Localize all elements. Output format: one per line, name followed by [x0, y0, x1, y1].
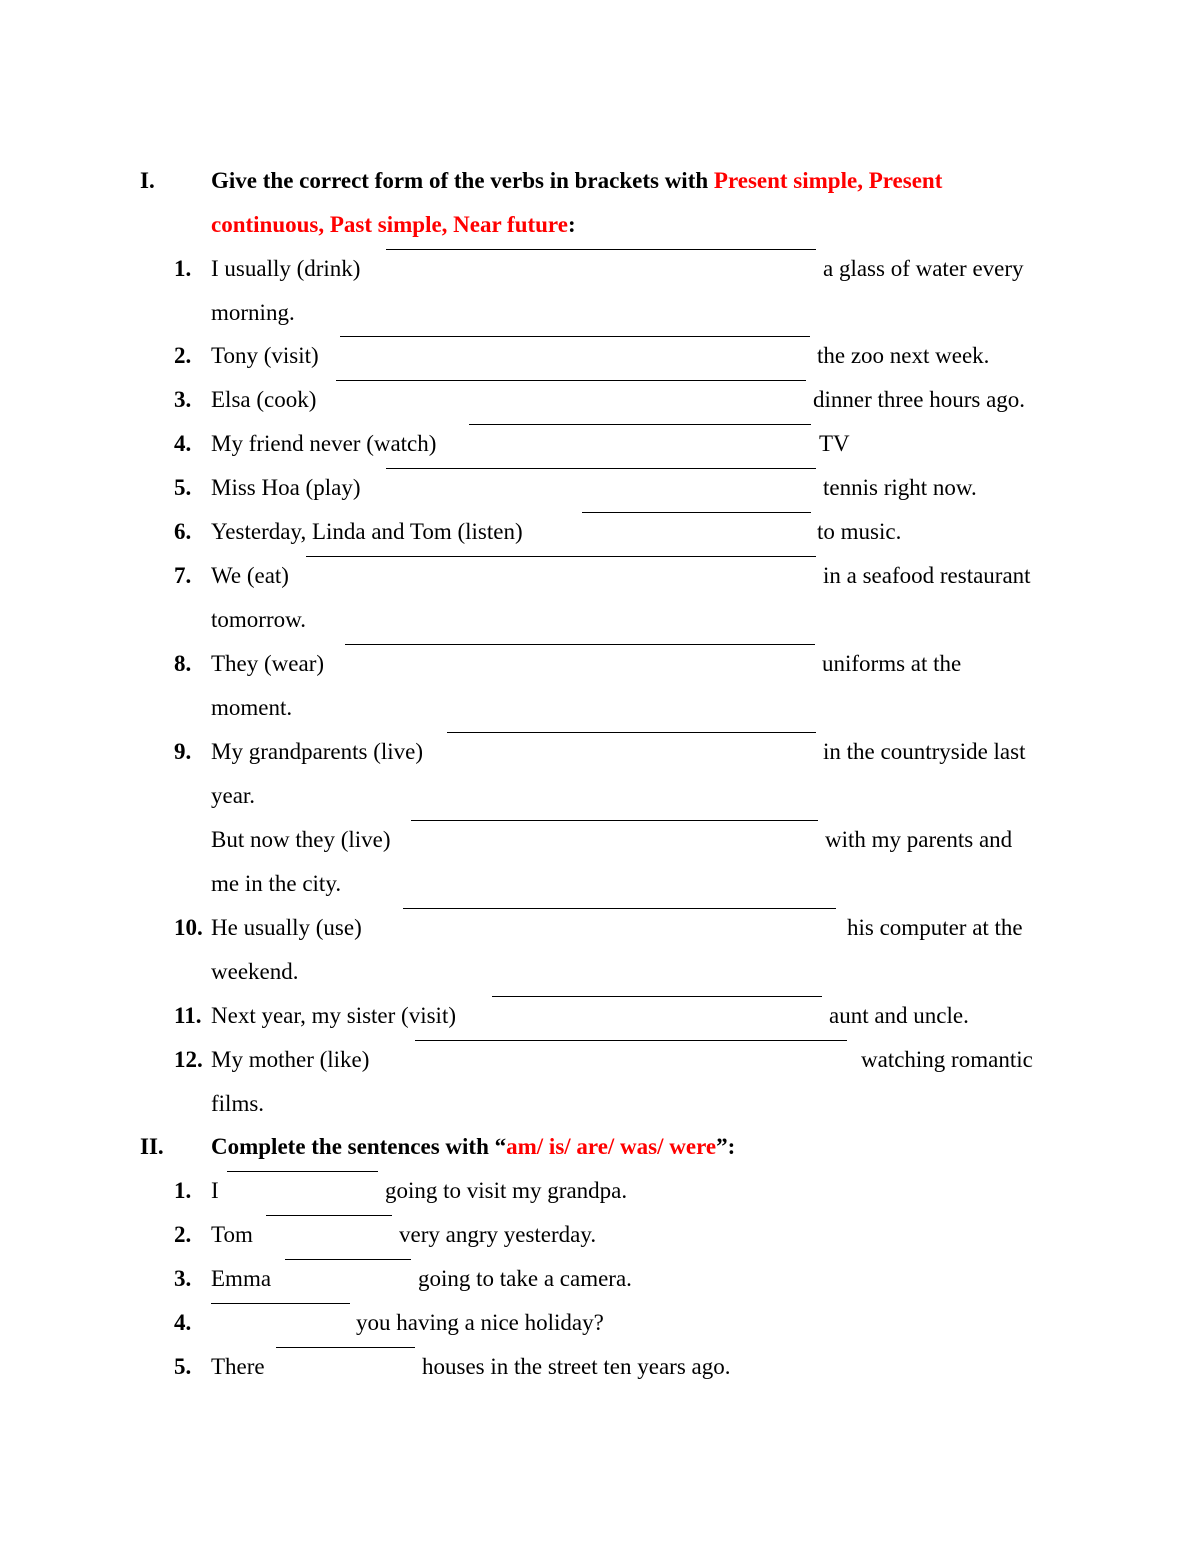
item-continuation: dinner three hours ago.	[813, 387, 1026, 412]
item-continuation: watching romantic	[861, 1047, 1033, 1072]
exercise-item	[0, 1303, 1200, 1343]
item-number: 10.	[174, 915, 203, 940]
exercise-item-cont	[0, 1084, 1200, 1124]
answer-blank[interactable]	[340, 336, 810, 337]
exercise-item	[0, 249, 1200, 289]
exercise-item	[0, 908, 1200, 948]
item-prompt: Next year, my sister (visit)	[211, 1003, 456, 1028]
item-prompt: But now they (live)	[211, 827, 391, 852]
section-2-heading-prefix: Complete the sentences with “	[211, 1134, 507, 1159]
exercise-item-cont	[0, 864, 1200, 904]
item-continuation: moment.	[211, 695, 293, 720]
item-prompt: Tom	[211, 1222, 253, 1247]
answer-blank[interactable]	[582, 512, 811, 513]
item-continuation: tennis right now.	[823, 475, 977, 500]
exercise-item	[0, 644, 1200, 684]
exercise-item-cont	[0, 776, 1200, 816]
item-number: 12.	[174, 1047, 203, 1072]
answer-blank[interactable]	[276, 1347, 415, 1348]
item-number: 3.	[174, 1266, 192, 1291]
item-number: 7.	[174, 563, 192, 588]
item-continuation: his computer at the	[847, 915, 1023, 940]
section-1-heading-suffix: :	[567, 212, 576, 237]
section-1-numeral: I.	[140, 168, 155, 193]
section-1-heading-cont	[0, 205, 1200, 245]
exercise-item	[0, 556, 1200, 596]
item-prompt: He usually (use)	[211, 915, 362, 940]
answer-blank[interactable]	[411, 820, 818, 821]
item-prompt: I usually (drink)	[211, 256, 361, 281]
item-number: 2.	[174, 1222, 192, 1247]
exercise-item-cont	[0, 600, 1200, 640]
item-number: 5.	[174, 475, 192, 500]
item-number: 6.	[174, 519, 192, 544]
item-number: 8.	[174, 651, 192, 676]
item-continuation: TV	[819, 431, 850, 456]
item-continuation: me in the city.	[211, 871, 342, 896]
item-continuation: weekend.	[211, 959, 299, 984]
item-prompt: They (wear)	[211, 651, 325, 676]
item-prompt: My grandparents (live)	[211, 739, 424, 764]
item-prompt: Elsa (cook)	[211, 387, 317, 412]
exercise-item	[0, 820, 1200, 860]
exercise-item	[0, 424, 1200, 464]
item-number: 1.	[174, 256, 192, 281]
exercise-item	[0, 468, 1200, 508]
exercise-item	[0, 336, 1200, 376]
item-continuation: with my parents and	[825, 827, 1013, 852]
exercise-item	[0, 1215, 1200, 1255]
item-number: 4.	[174, 431, 192, 456]
item-number: 4.	[174, 1310, 192, 1335]
answer-blank[interactable]	[345, 644, 815, 645]
item-continuation: to music.	[817, 519, 902, 544]
item-prompt: My mother (like)	[211, 1047, 370, 1072]
section-1-heading-tenses-cont: continuous, Past simple, Near future	[211, 212, 568, 237]
section-1-heading-prefix: Give the correct form of the verbs in brackets with	[211, 168, 714, 193]
answer-blank[interactable]	[285, 1259, 411, 1260]
item-prompt: Miss Hoa (play)	[211, 475, 361, 500]
item-continuation: films.	[211, 1091, 265, 1116]
section-1-heading	[0, 161, 1200, 201]
item-continuation: tomorrow.	[211, 607, 306, 632]
exercise-item-cont	[0, 293, 1200, 333]
exercise-item	[0, 732, 1200, 772]
item-continuation: very angry yesterday.	[399, 1222, 597, 1247]
item-prompt: Yesterday, Linda and Tom (listen)	[211, 519, 523, 544]
exercise-item	[0, 380, 1200, 420]
item-continuation: a glass of water every	[823, 256, 1024, 281]
item-continuation: the zoo next week.	[817, 343, 990, 368]
exercise-item-cont	[0, 952, 1200, 992]
item-prompt: Emma	[211, 1266, 272, 1291]
item-number: 5.	[174, 1354, 192, 1379]
item-prompt: I	[211, 1178, 219, 1203]
section-2-numeral: II.	[140, 1134, 164, 1159]
item-number: 11.	[174, 1003, 202, 1028]
item-continuation: morning.	[211, 300, 295, 325]
section-2-heading-verbs: am/ is/ are/ was/ were	[506, 1134, 717, 1159]
exercise-item	[0, 1259, 1200, 1299]
answer-blank[interactable]	[386, 249, 816, 250]
answer-blank[interactable]	[403, 908, 836, 909]
item-prompt: My friend never (watch)	[211, 431, 437, 456]
item-prompt: We (eat)	[211, 563, 289, 588]
item-continuation: you having a nice holiday?	[356, 1310, 604, 1335]
item-continuation: houses in the street ten years ago.	[422, 1354, 731, 1379]
answer-blank[interactable]	[306, 556, 816, 557]
answer-blank[interactable]	[211, 1303, 350, 1304]
answer-blank[interactable]	[266, 1215, 392, 1216]
section-2-heading-suffix: ”:	[716, 1134, 736, 1159]
item-number: 1.	[174, 1178, 192, 1203]
item-prompt: There	[211, 1354, 265, 1379]
item-continuation: going to visit my grandpa.	[385, 1178, 628, 1203]
item-continuation: in a seafood restaurant	[823, 563, 1031, 588]
item-continuation: year.	[211, 783, 256, 808]
item-number: 2.	[174, 343, 192, 368]
exercise-item	[0, 1040, 1200, 1080]
answer-blank[interactable]	[386, 468, 816, 469]
section-1-heading-tenses: Present simple, Present	[713, 168, 943, 193]
answer-blank[interactable]	[227, 1171, 378, 1172]
exercise-item	[0, 996, 1200, 1036]
item-continuation: going to take a camera.	[418, 1266, 632, 1291]
exercise-item-cont	[0, 688, 1200, 728]
answer-blank[interactable]	[447, 732, 816, 733]
answer-blank[interactable]	[492, 996, 822, 997]
exercise-item	[0, 1347, 1200, 1387]
item-continuation: uniforms at the	[822, 651, 962, 676]
answer-blank[interactable]	[469, 424, 811, 425]
item-number: 9.	[174, 739, 192, 764]
item-continuation: aunt and uncle.	[829, 1003, 969, 1028]
item-number: 3.	[174, 387, 192, 412]
answer-blank[interactable]	[336, 380, 806, 381]
item-prompt: Tony (visit)	[211, 343, 319, 368]
exercise-item	[0, 512, 1200, 552]
answer-blank[interactable]	[415, 1040, 847, 1041]
exercise-item	[0, 1171, 1200, 1211]
item-continuation: in the countryside last	[823, 739, 1026, 764]
section-2-heading	[0, 1127, 1200, 1167]
